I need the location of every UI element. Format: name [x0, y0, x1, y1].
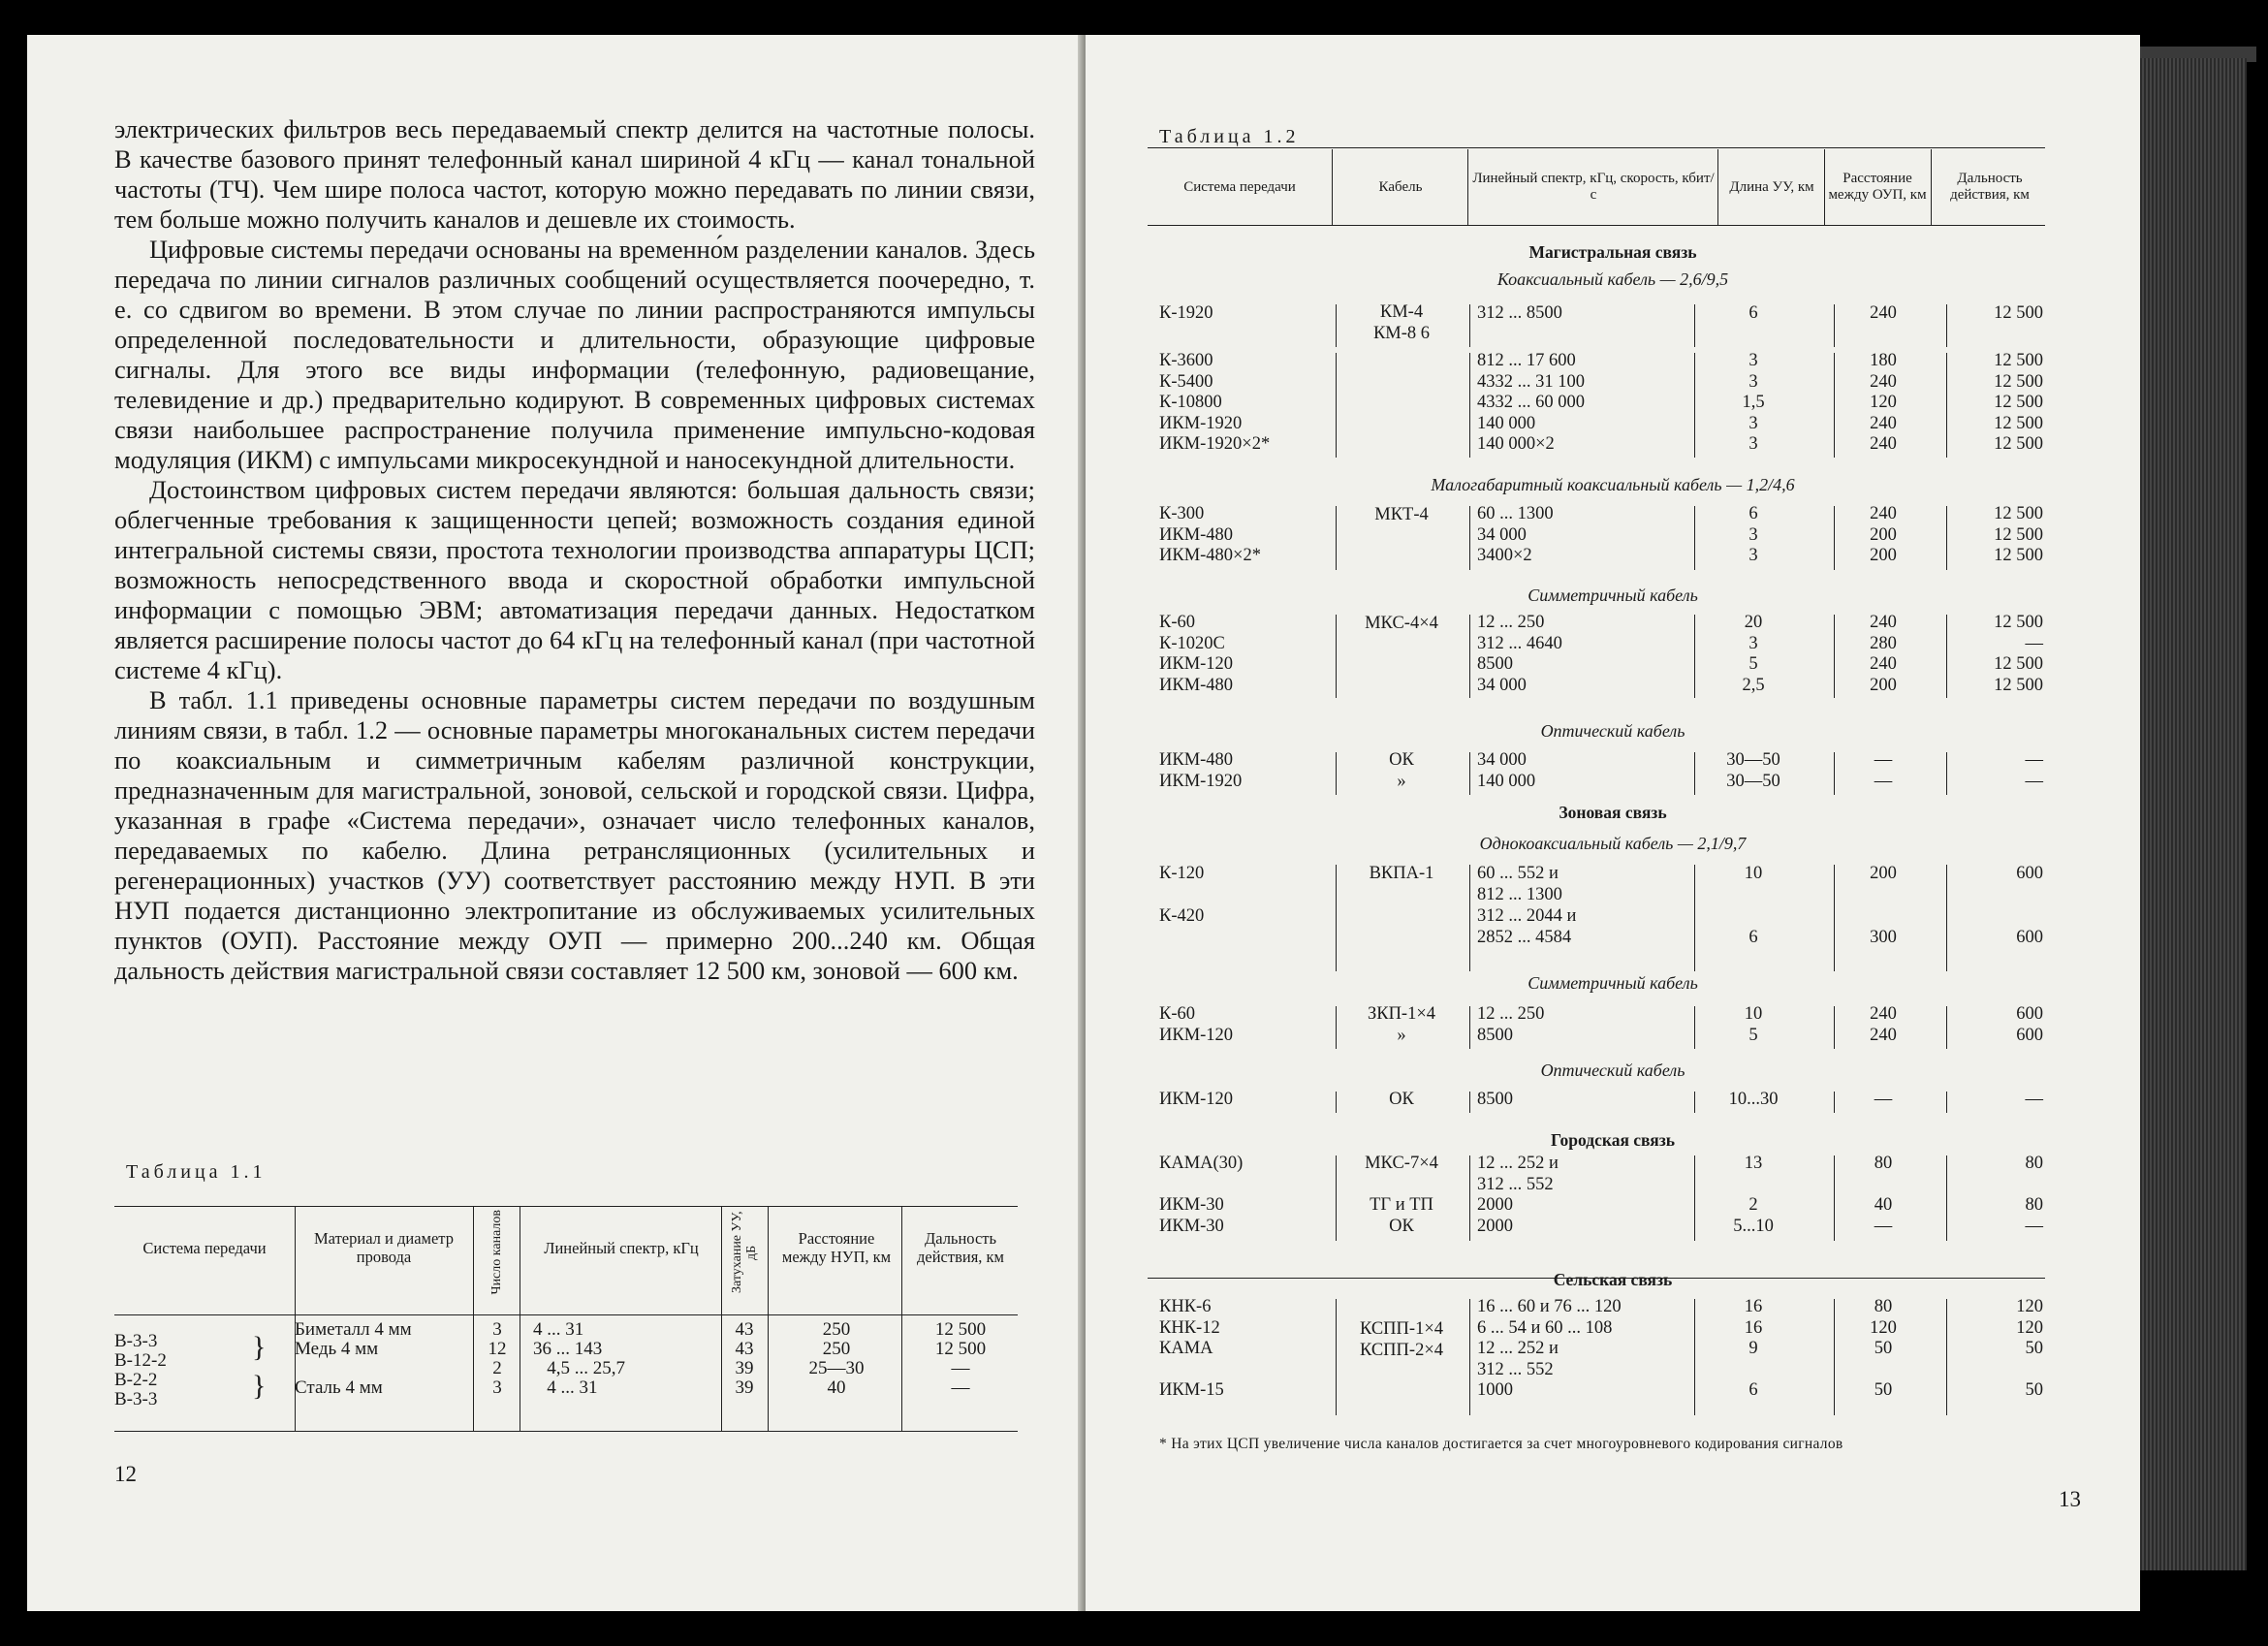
column-divider — [1336, 506, 1337, 570]
paragraph: Достоинством цифровых систем передачи являются: большая дальность связи; облегченные требования к защищенности цепей; возможность создания единой интегральной системы связи, простота технологии производства аппаратуры ЦСП; возможность непосредственного ввода и скоростной обработки импульсной информации с помощью ЭВМ; автоматизация передачи данных. Недостатком является расширение полосы частот до 64 кГц на телефонный канал (при частотной системе 4 кГц). — [114, 475, 1035, 684]
table-cell: 120 120 50 50 — [2016, 1297, 2043, 1401]
column-divider — [1694, 865, 1695, 971]
header-range: Дальность действия, км — [916, 1229, 1004, 1266]
table-divider — [901, 1206, 902, 1431]
table-cell: 180 240 120 240 240 — [1870, 351, 1897, 455]
table-cell: К-1920 — [1159, 303, 1213, 323]
table-1-1-caption: Таблица 1.1 — [126, 1161, 267, 1183]
table-rule — [114, 1431, 1018, 1432]
table-cell: КАМА(30) ИКМ-30 ИКМ-30 — [1159, 1154, 1244, 1236]
table-cell: 12 500 12 500 12 500 — [1994, 504, 2043, 566]
table-cell: 20 3 5 2,5 — [1742, 613, 1765, 695]
table-cell: 3 3 1,5 3 3 — [1742, 351, 1765, 455]
subsection-heading: Однокоаксиальный кабель — 2,1/9,7 — [1479, 834, 1747, 853]
table-cell: 600 600 — [2016, 1004, 2043, 1045]
col-range: 12 500 12 500 — — — [934, 1319, 987, 1398]
table-cell: 600 600 — [2016, 864, 2043, 947]
header-divider — [1931, 149, 1932, 225]
header-attenuation: Затухание УУ, дБ — [730, 1211, 759, 1294]
t12-header-oup-distance: Расстояние между ОУП, км — [1828, 171, 1927, 203]
table-divider — [473, 1206, 474, 1431]
table-cell: — — [1874, 1090, 1893, 1109]
table-cell: 6 3 3 — [1748, 504, 1758, 566]
column-divider — [1336, 304, 1337, 347]
column-divider — [1336, 1299, 1337, 1415]
header-divider — [1332, 149, 1333, 225]
section-heading: Магистральная связь — [1528, 242, 1697, 262]
subsection-heading: Малогабаритный коаксиальный кабель — 1,2/4,6 — [1431, 475, 1795, 494]
table-cell: КНК-6 КНК-12 КАМА ИКМ-15 — [1159, 1297, 1224, 1401]
table-cell: ЗКП-1×4 » — [1367, 1004, 1436, 1045]
header-channels: Число каналов — [488, 1210, 504, 1295]
header-divider — [1467, 149, 1468, 225]
section-heading: Зоновая связь — [1559, 803, 1667, 822]
table-cell: КСПП-1×4 КСПП-2×4 — [1359, 1319, 1444, 1360]
paragraph: Цифровые системы передачи основаны на временно́м разделении каналов. Здесь передача по линии сигналов различных сообщений осуществляется поочередно, т. е. со сдвигом во времени. В этом случае по линии распространяются импульсы определенной последовательности и длительности, образующие цифровые сигналы. Для этого все виды информации (телефонную, радиовещание, телевидение и др.) предварительно кодируют. В современных цифровых системах связи наибольшее распространение получила применение импульсно-кодовая модуляция (ИКМ) с импульсами микросекундной и наносекундной длительности. — [114, 235, 1035, 474]
t12-header-range: Дальность действия, км — [1950, 171, 2030, 203]
column-divider — [1694, 353, 1695, 458]
table-cell: К-60 К-1020С ИКМ-120 ИКМ-480 — [1159, 613, 1234, 695]
t12-header-uu-length: Длина УУ, км — [1729, 178, 1814, 195]
table-cell: ОК — [1389, 1090, 1414, 1109]
page-number-left: 12 — [114, 1462, 137, 1486]
header-material: Материал и диаметр провода — [314, 1229, 454, 1266]
table-1-1 — [114, 1200, 1018, 1433]
paragraph: электрических фильтров весь передаваемый спектр делится на частотные полосы. В качестве базового принят телефонный канал шириной 4 кГц — канал тональной частоты (ТЧ). Чем шире полоса частот, которую можно передавать по линии связи, тем больше можно получить каналов и дешевле их стоимость. — [114, 114, 1035, 234]
table-cell: 10 6 — [1744, 864, 1763, 947]
column-divider — [1469, 752, 1470, 795]
table-cell: 8500 — [1477, 1090, 1513, 1109]
table-cell: 12 500 12 500 12 500 12 500 12 500 — [1994, 351, 2043, 455]
column-divider — [1469, 615, 1470, 698]
table-divider — [721, 1206, 722, 1431]
table-footnote: * На этих ЦСП увеличение числа каналов достигается за счет многоуровневого кодирования сигналов — [1159, 1436, 1843, 1452]
subsection-heading: Оптический кабель — [1540, 721, 1685, 741]
col-spectrum: 4 ... 31 36 ... 143 4,5 ... 25,7 4 ... 31 — [533, 1319, 625, 1398]
subsection-heading: Оптический кабель — [1540, 1060, 1685, 1080]
table-cell: 10...30 — [1728, 1090, 1779, 1109]
column-divider — [1336, 752, 1337, 795]
column-divider — [1336, 1006, 1337, 1049]
column-divider — [1336, 1092, 1337, 1113]
table-cell: 12 500 — 12 500 12 500 — [1994, 613, 2043, 695]
table-rule — [114, 1206, 1018, 1207]
column-divider — [1694, 1299, 1695, 1415]
table-cell: МКС-4×4 — [1365, 614, 1438, 633]
table-cell: К-60 ИКМ-120 — [1159, 1004, 1234, 1045]
body-text — [114, 114, 1035, 986]
col-channels: 3 12 2 3 — [488, 1319, 507, 1398]
section-heading: Городская связь — [1550, 1130, 1676, 1150]
column-divider — [1469, 1155, 1470, 1241]
table-rule — [1148, 147, 2045, 148]
t12-header-spectrum: Линейный спектр, кГц, скорость, кбит/с — [1472, 171, 1715, 203]
header-divider — [1717, 149, 1718, 225]
section-heading: Сельская связь — [1553, 1270, 1673, 1289]
col-attenuation: 43 43 39 39 — [735, 1319, 754, 1398]
header-system: Система передачи — [142, 1238, 267, 1257]
table-cell: 12 ... 250 8500 — [1477, 1004, 1545, 1045]
column-divider — [1469, 506, 1470, 570]
table-cell: 30—50 30—50 — [1726, 750, 1780, 791]
paragraph: В табл. 1.1 приведены основные параметры систем передачи по воздушным линиям связи, в табл. 1.2 — основные параметры многоканальных систем передачи по коаксиальным и симметричным кабелям различной конструкции, предназначенным для магистральной, зоновой, сельской и городской связи. Цифра, указанная в графе «Система передачи», означает число телефонных каналов, передаваемых по кабелю. Длина ретрансляционных (усилительных и регенерационных) участков (УУ) соответствует расстоянию между НУП. В эти НУП подается дистанционно электропитание из обслуживаемых усилительных пунктов (ОУП). Расстояние между ОУП — примерно 200...240 км. Общая дальность действия магистральной связи составляет 12 500 км, зоновой — 600 км. — [114, 685, 1035, 985]
table-cell: 34 000 140 000 — [1477, 750, 1536, 791]
table-cell: 80 40 — — [1874, 1154, 1893, 1236]
column-divider — [1694, 1092, 1695, 1113]
page-number-right: 13 — [2059, 1487, 2081, 1511]
column-divider — [1469, 353, 1470, 458]
table-cell: 60 ... 552 и 812 ... 1300 312 ... 2044 и 2852 ... 4584 — [1477, 864, 1577, 947]
table-cell: 60 ... 1300 34 000 3400×2 — [1477, 504, 1554, 566]
table-1-2-caption: Таблица 1.2 — [1159, 126, 1300, 147]
table-cell: 240 200 200 — [1870, 504, 1897, 566]
table-cell: 312 ... 8500 — [1477, 303, 1562, 323]
table-cell: ВКПА-1 — [1369, 864, 1434, 883]
column-divider — [1469, 1299, 1470, 1415]
table-cell: 80 80 — — [2025, 1154, 2043, 1236]
column-divider — [1694, 506, 1695, 570]
column-divider — [1469, 304, 1470, 347]
table-cell: МКТ-4 — [1374, 505, 1429, 524]
header-spectrum: Линейный спектр, кГц — [544, 1238, 699, 1257]
table-cell: 240 280 240 200 — [1870, 613, 1897, 695]
table-cell: 812 ... 17 600 4332 ... 31 100 4332 ... 60 000 140 000 140 000×2 — [1477, 351, 1585, 455]
table-cell: ИКМ-120 — [1159, 1090, 1234, 1109]
table-rule — [1148, 225, 2045, 226]
col-system: В-3-3 В-12-2 В-2-2 В-3-3 — [114, 1331, 167, 1409]
table-cell: 6 — [1748, 303, 1758, 323]
subsection-heading: Коаксиальный кабель — 2,6/9,5 — [1496, 269, 1729, 289]
column-divider — [1336, 353, 1337, 458]
column-divider — [1336, 1155, 1337, 1241]
column-divider — [1694, 752, 1695, 795]
column-divider — [1336, 615, 1337, 698]
header-divider — [1824, 149, 1825, 225]
table-cell: КМ-4 КМ-8 6 — [1372, 302, 1431, 343]
table-cell: 12 ... 252 и 312 ... 552 2000 2000 — [1477, 1154, 1559, 1236]
column-divider — [1469, 865, 1470, 971]
table-cell: 240 — [1870, 303, 1897, 323]
table-cell: К-3600 К-5400 К-10800 ИКМ-1920 ИКМ-1920×2* — [1159, 351, 1271, 455]
table-cell: ОК » — [1389, 750, 1414, 791]
subsection-heading: Симметричный кабель — [1528, 973, 1698, 993]
table-cell: 80 120 50 50 — [1870, 1297, 1897, 1401]
table-cell: — — [2025, 1090, 2043, 1109]
table-cell: 10 5 — [1744, 1004, 1763, 1045]
table-cell: — — — [2025, 750, 2043, 791]
table-rule — [114, 1314, 1018, 1315]
table-cell: К-300 ИКМ-480 ИКМ-480×2* — [1159, 504, 1261, 566]
t12-header-cable: Кабель — [1378, 178, 1423, 195]
book-page-edges — [2140, 58, 2247, 1570]
column-divider — [1694, 1155, 1695, 1241]
table-cell: — — — [1874, 750, 1893, 791]
table-cell: 200 300 — [1870, 864, 1897, 947]
table-cell: 12 ... 250 312 ... 4640 8500 34 000 — [1477, 613, 1562, 695]
column-divider — [1469, 1092, 1470, 1113]
col-material: Биметалл 4 мм Медь 4 мм Сталь 4 мм — [295, 1319, 412, 1398]
table-cell: 13 2 5...10 — [1733, 1154, 1774, 1236]
column-divider — [1694, 1006, 1695, 1049]
column-divider — [1694, 615, 1695, 698]
col-nup-distance: 250 250 25—30 40 — [808, 1319, 865, 1398]
table-cell: 240 240 — [1870, 1004, 1897, 1045]
column-divider — [1469, 1006, 1470, 1049]
t12-header-system: Система передачи — [1183, 178, 1296, 195]
brace-symbol: } } — [252, 1331, 267, 1402]
table-cell: МКС-7×4 ТГ и ТП ОК — [1365, 1154, 1438, 1236]
table-divider — [768, 1206, 769, 1431]
column-divider — [1336, 865, 1337, 971]
header-nup-distance: Расстояние между НУП, км — [781, 1229, 892, 1266]
subsection-heading: Симметричный кабель — [1528, 586, 1698, 605]
table-cell: К-120 К-420 — [1159, 864, 1205, 926]
table-cell: 16 ... 60 и 76 ... 120 6 ... 54 и 60 ... 108 12 ... 252 и 312 ... 552 1000 — [1477, 1297, 1622, 1401]
column-divider — [1694, 304, 1695, 347]
table-cell: 12 500 — [1994, 303, 2043, 323]
table-cell: 16 16 9 6 — [1744, 1297, 1763, 1401]
table-cell: ИКМ-480 ИКМ-1920 — [1159, 750, 1243, 791]
